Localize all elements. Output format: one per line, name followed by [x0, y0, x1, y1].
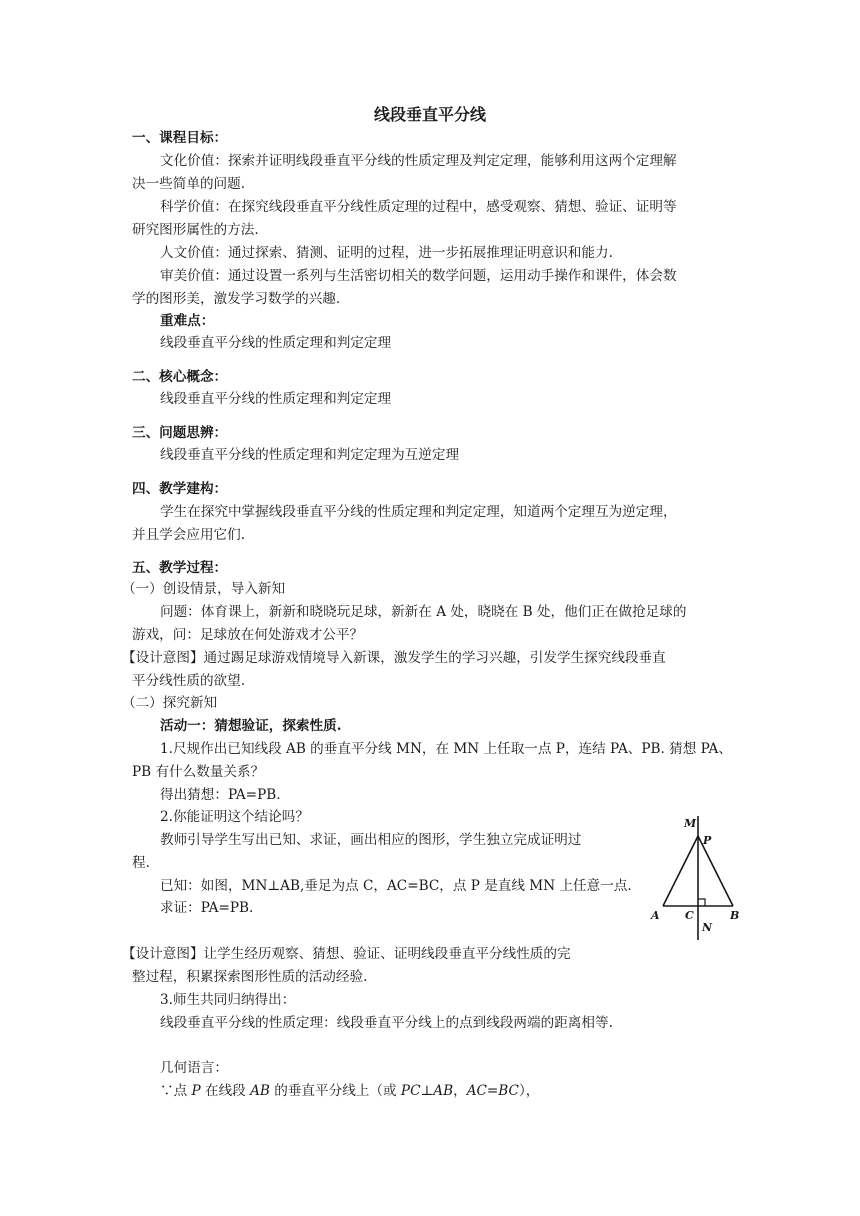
geometry-language-label: 几何语言：	[160, 1060, 228, 1076]
teacher-guide-line-2: 程.	[132, 855, 150, 871]
section-3-heading: 三、问题思辨：	[132, 425, 228, 441]
aesthetic-value-line-1: 审美价值：通过设置一系列与生活密切相关的数学问题，运用动手操作和课件，体会数	[160, 268, 677, 284]
teacher-guide-line-1: 教师引导学生写出已知、求证，画出相应的图形，学生独立完成证明过	[160, 832, 582, 848]
step-1-line-1: 1.尺规作出已知线段 AB 的垂直平分线 MN，在 MN 上任取一点 P，连结 PA、PB. 猜想 PA、	[160, 741, 732, 757]
step-2-text: 2.你能证明这个结论吗？	[160, 809, 309, 825]
because-text-a: 点	[173, 1083, 192, 1099]
because-statement	[160, 1082, 539, 1100]
prove-text: 求证：PA=PB.	[160, 900, 254, 916]
page-title: 线段垂直平分线	[373, 105, 486, 124]
culture-value-line-1: 文化价值：探索并证明线段垂直平分线的性质定理及判定定理，能够利用这两个定理解	[160, 153, 677, 169]
question-line-2: 游戏，问：足球放在何处游戏才公平？	[132, 627, 364, 643]
design-intent-2-line-1: 【设计意图】让学生经历观察、猜想、验证、证明线段垂直平分线性质的完	[122, 946, 571, 962]
because-end: ），	[518, 1083, 540, 1099]
design-intent-1-line-1: 【设计意图】通过踢足球游戏情境导入新课，激发学生的学习兴趣，引发学生探究线段垂直	[122, 650, 666, 666]
key-difficulty-label: 重难点：	[160, 313, 215, 329]
core-concept-text: 线段垂直平分线的性质定理和判定定理	[160, 391, 392, 407]
label-b: B	[730, 909, 740, 922]
segment-pc: PC	[400, 1083, 421, 1099]
step-3-text: 3.师生共同归纳得出：	[160, 992, 296, 1008]
key-difficulty-text: 线段垂直平分线的性质定理和判定定理	[160, 335, 392, 351]
perpendicular-bisector-figure	[640, 810, 750, 946]
comma: ，	[453, 1083, 467, 1099]
section-4-heading: 四、教学建构：	[132, 481, 228, 497]
construction-line-1: 学生在探究中掌握线段垂直平分线的性质定理和判定定理，知道两个定理互为逆定理，	[160, 504, 677, 520]
label-n: N	[702, 921, 713, 934]
section-5-heading: 五、教学过程：	[132, 560, 228, 576]
given-text: 已知：如图，MN⊥AB,垂足为点 C，AC=BC，点 P 是直线 MN 上任意一点.	[160, 878, 632, 894]
because-text-b: 在线段	[200, 1083, 251, 1099]
section-2-heading: 二、核心概念：	[132, 369, 228, 385]
segment-pa	[663, 836, 698, 906]
label-p: P	[703, 834, 712, 847]
because-text-c: 的垂直平分线上（或	[269, 1083, 401, 1099]
science-value-line-2: 研究图形属性的方法.	[132, 222, 259, 238]
segment-ab-2: AB	[433, 1083, 454, 1099]
science-value-line-1: 科学价值：在探究线段垂直平分线性质定理的过程中，感受观察、猜想、验证、证明等	[160, 199, 677, 215]
label-a: A	[651, 909, 660, 922]
part-1-heading: （一）创设情景，导入新知	[122, 581, 286, 597]
activity-1-title: 活动一：猜想验证，探索性质.	[160, 718, 342, 734]
point-p: P	[191, 1083, 201, 1099]
guess-text: 得出猜想：PA=PB.	[160, 787, 281, 803]
ac-equals-bc: AC=BC	[466, 1083, 519, 1099]
right-angle-mark	[698, 899, 705, 906]
design-intent-1-line-2: 平分线性质的欲望.	[132, 673, 246, 689]
culture-value-line-2: 决一些简单的问题.	[132, 176, 246, 192]
question-line-1: 问题：体育课上，新新和晓晓玩足球，新新在 A 处，晓晓在 B 处，他们正在做抢足球的	[160, 604, 687, 620]
label-m: M	[684, 817, 697, 830]
design-intent-2-line-2: 整过程，积累探索图形性质的活动经验.	[132, 969, 368, 985]
theorem-text: 线段垂直平分线的性质定理：线段垂直平分线上的点到线段两端的距离相等.	[160, 1015, 613, 1031]
step-1-line-2: PB 有什么数量关系？	[132, 764, 265, 780]
humanity-value: 人文价值：通过探索、猜测、证明的过程，进一步拓展推理证明意识和能力.	[160, 245, 613, 261]
because-symbol: ∵	[160, 1083, 174, 1099]
segment-ab: AB	[250, 1083, 270, 1099]
part-2-heading: （二）探究新知	[122, 695, 218, 711]
section-1-heading: 一、课程目标：	[132, 130, 228, 146]
problem-text: 线段垂直平分线的性质定理和判定定理为互逆定理	[160, 447, 460, 463]
perp-symbol: ⊥	[420, 1083, 434, 1099]
aesthetic-value-line-2: 学的图形美，激发学习数学的兴趣.	[132, 291, 341, 307]
construction-line-2: 并且学会应用它们.	[132, 527, 246, 543]
label-c: C	[685, 909, 694, 922]
